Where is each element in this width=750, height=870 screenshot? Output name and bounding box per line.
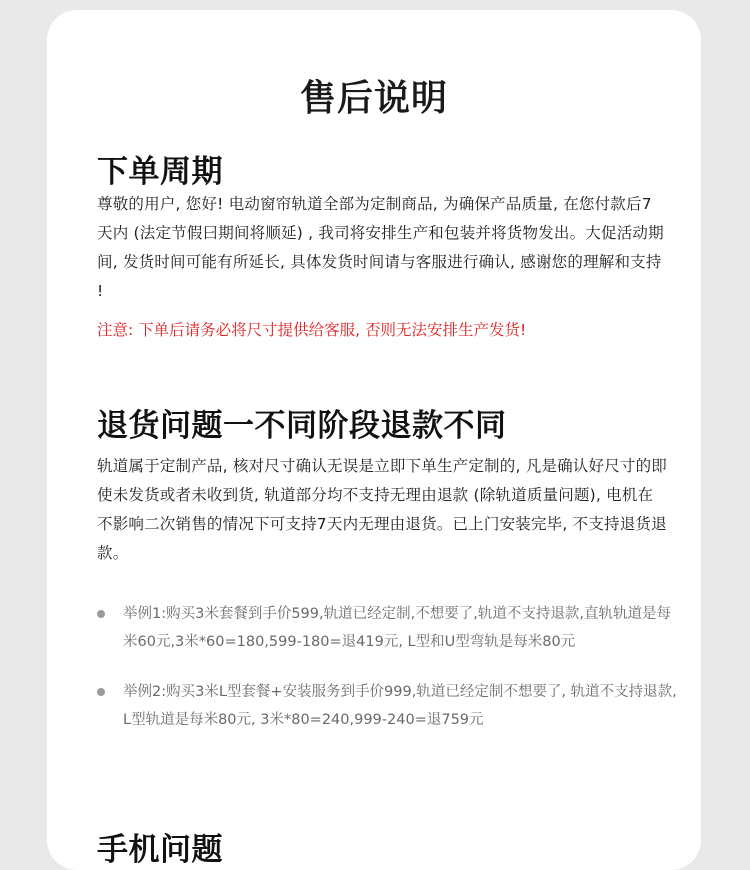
example-item (97, 600, 677, 656)
example-text: 举例2:购买3米L型套餐+安装服务到手价999,轨道已经定制不想要了, 轨道不支持退款, L型轨道是每米80元, 3米*80=240,999-240=退759元 (123, 684, 677, 728)
example-item (97, 678, 677, 734)
returns-paragraph: 轨道属于定制产品, 核对尺寸确认无误是立即下单生产定制的, 凡是确认好尺寸的即使未发货或者未收到货, 轨道部分均不支持无理由退款 (除轨道质量问题), 电机在不影响二次销售的情况下可支持7天内无理由退货。已上门安装完毕, 不支持退货退款。 (97, 457, 668, 562)
section-heading-order-cycle: 下单周期 (97, 154, 223, 190)
order-cycle-paragraph: 尊敬的用户, 您好! 电动窗帘轨道全部为定制商品, 为确保产品质量, 在您付款后7天内 (法定节假曰期间将顺延) , 我司将安排生产和包装并将货物发出。大促活动期间, 发货时间可能有所延长, 具体发货时间请与客服进行确认, 感谢您的理解和支持 ! (97, 195, 664, 300)
page-title: 售后说明 (299, 78, 448, 119)
order-notice: 注意: 下单后请务必将尺寸提供给客服, 否则无法安排生产发货! (97, 321, 527, 339)
bullet-dot-icon (97, 610, 105, 618)
section-heading-returns: 退货问题一不同阶段退款不同 (97, 408, 507, 444)
section-heading-motor: 手机问题 (97, 832, 223, 868)
example-text: 举例1:购买3米套餐到手价599,轨道已经定制,不想要了,轨道不支持退款,直轨轨道是每米60元,3米*60=180,599-180=退419元, L型和U型弯轨是每米80元 (123, 606, 671, 650)
bullet-dot-icon (97, 688, 105, 696)
content-card (47, 10, 701, 870)
